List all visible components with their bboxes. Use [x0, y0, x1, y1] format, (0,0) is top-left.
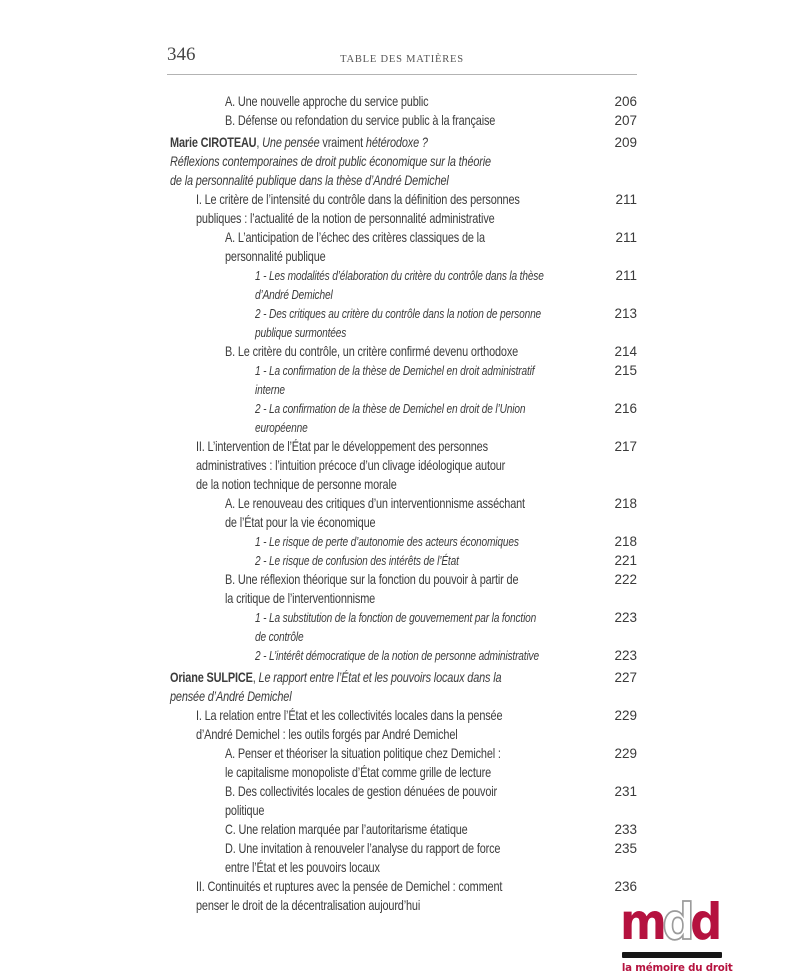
- logo-tagline: la mémoire du droit: [621, 961, 733, 974]
- toc-entry-text: A. Une nouvelle approche du service public: [225, 93, 429, 109]
- toc-entry-page: [595, 687, 637, 706]
- toc-row: [0, 858, 637, 877]
- toc-entry-page: 207: [614, 113, 637, 128]
- toc-entry-page: 218: [614, 534, 637, 549]
- toc-entry-page: 235: [614, 841, 637, 856]
- toc-entry-page: [595, 247, 637, 266]
- toc-entry-text: entre l’État et les pouvoirs locaux: [225, 859, 380, 875]
- toc-entry-page: 233: [614, 822, 637, 837]
- toc-row: [0, 247, 637, 266]
- toc-row: [0, 839, 637, 858]
- toc-entry-text: de contrôle: [255, 629, 304, 644]
- toc-row: [0, 111, 637, 130]
- toc-entry-text: d’André Demichel: [255, 287, 333, 302]
- logo-bar: [622, 952, 722, 958]
- toc-entry-page: [595, 171, 637, 190]
- toc-entry-page: [595, 456, 637, 475]
- toc-entry-page: [595, 763, 637, 782]
- toc-row: [0, 668, 637, 687]
- toc-entry-page: [595, 858, 637, 877]
- toc-row: [0, 361, 637, 380]
- toc-row: [0, 706, 637, 725]
- toc-entry-page: 229: [614, 708, 637, 723]
- toc-row: [0, 646, 637, 665]
- toc-entry-page: 215: [614, 363, 637, 378]
- toc-entry-text: 1 - Le risque de perte d’autonomie des acteurs économiques: [255, 534, 519, 549]
- publisher-logo: [620, 893, 733, 974]
- logo-letter-d-outline: d: [662, 893, 691, 951]
- toc-row: [0, 725, 637, 744]
- toc-entry-page: [595, 475, 637, 494]
- toc-entry-page: 206: [614, 94, 637, 109]
- toc-entry-page: [595, 513, 637, 532]
- toc-entry-page: [595, 323, 637, 342]
- toc-entry-page: 214: [614, 344, 637, 359]
- toc-entry-text: de l’État pour la vie économique: [225, 514, 376, 530]
- toc-row: [0, 285, 637, 304]
- toc-row: [0, 152, 637, 171]
- toc-entry-text: 2 - L’intérêt démocratique de la notion de personne administrative: [255, 648, 539, 663]
- toc-entry-page: 211: [615, 268, 637, 283]
- toc-entry-text: I. La relation entre l’État et les collectivités locales dans la pensée: [196, 707, 503, 723]
- toc-entry-text: I. Le critère de l’intensité du contrôle dans la définition des personnes: [196, 191, 520, 207]
- toc-entry-text: publiques : l’actualité de la notion de personnalité administrative: [196, 210, 495, 226]
- toc-entry-page: 236: [614, 879, 637, 894]
- toc-entry-text: publique surmontées: [255, 325, 347, 340]
- toc-row: [0, 380, 637, 399]
- toc-row: [0, 608, 637, 627]
- toc-entry-text: 1 - La confirmation de la thèse de Demichel en droit administratif: [255, 363, 535, 378]
- toc-entry-text: A. Penser et théoriser la situation politique chez Demichel :: [225, 745, 501, 761]
- toc-row: [0, 190, 637, 209]
- toc-row: [0, 494, 637, 513]
- logo-letter-m: m: [620, 893, 663, 951]
- toc-entry-text: B. Défense ou refondation du service public à la française: [225, 112, 496, 128]
- page-number-folio: 346: [167, 44, 196, 65]
- toc-entry-text: C. Une relation marquée par l’autoritarisme étatique: [225, 821, 468, 837]
- toc-entry-page: 217: [614, 439, 637, 454]
- toc-entry-text: A. Le renouveau des critiques d’un interventionnisme asséchant: [225, 495, 525, 511]
- toc-row: [0, 437, 637, 456]
- toc-row: [0, 209, 637, 228]
- toc-entry-page: [595, 801, 637, 820]
- toc-entry-page: 216: [614, 401, 637, 416]
- toc-row: [0, 399, 637, 418]
- toc-entry-page: [595, 627, 637, 646]
- toc-row: [0, 551, 637, 570]
- toc-entry-page: [595, 725, 637, 744]
- toc-entry-text: européenne: [255, 420, 308, 435]
- toc-entry-page: 211: [615, 230, 637, 245]
- toc-entry-page: [595, 209, 637, 228]
- toc-entry-page: 211: [615, 192, 637, 207]
- header-rule: [167, 74, 637, 75]
- toc-row: [0, 475, 637, 494]
- toc-entry-text: d’André Demichel : les outils forgés par André Demichel: [196, 726, 458, 742]
- toc-row: [0, 570, 637, 589]
- toc-entry-text: interne: [255, 382, 285, 397]
- toc-entry-page: 227: [614, 670, 637, 685]
- toc-entry-page: [595, 418, 637, 437]
- toc-entry-text: II. Continuités et ruptures avec la pensée de Demichel : comment: [196, 878, 503, 894]
- publisher-logo-wordmark: [620, 893, 718, 951]
- toc-row: [0, 627, 637, 646]
- toc-row: [0, 92, 637, 111]
- toc-entry-text: 1 - La substitution de la fonction de gouvernement par la fonction: [255, 610, 537, 625]
- running-header-title: TABLE DES MATIÈRES: [340, 54, 464, 65]
- toc-list: [0, 92, 637, 915]
- toc-row: [0, 763, 637, 782]
- toc-entry-page: 221: [614, 553, 637, 568]
- toc-entry-text: la critique de l’interventionnisme: [225, 590, 376, 606]
- toc-entry-page: 223: [614, 648, 637, 663]
- toc-entry-text: administratives : l’intuition précoce d’un clivage idéologique autour: [196, 457, 506, 473]
- toc-row: [0, 133, 637, 152]
- toc-entry-page: 213: [614, 306, 637, 321]
- toc-entry-page: [595, 380, 637, 399]
- toc-row: [0, 342, 637, 361]
- toc-entry-text: A. L’anticipation de l’échec des critères classiques de la: [225, 229, 485, 245]
- toc-row: [0, 782, 637, 801]
- toc-entry-text: de la personnalité publique dans la thèse d’André Demichel: [170, 172, 449, 188]
- toc-entry-text: politique: [225, 802, 265, 818]
- toc-entry-text: 1 - Les modalités d’élaboration du critère du contrôle dans la thèse: [255, 268, 544, 283]
- toc-entry-text: 2 - Le risque de confusion des intérêts de l’État: [255, 553, 459, 568]
- toc-entry-page: 231: [614, 784, 637, 799]
- toc-entry-text: B. Une réflexion théorique sur la fonction du pouvoir à partir de: [225, 571, 519, 587]
- toc-entry-text: penser le droit de la décentralisation aujourd’hui: [196, 897, 421, 913]
- toc-row: [0, 896, 637, 915]
- toc-row: [0, 744, 637, 763]
- toc-entry-page: [595, 152, 637, 171]
- toc-row: [0, 877, 637, 896]
- toc-row: [0, 687, 637, 706]
- toc-entry-page: 209: [614, 135, 637, 150]
- toc-entry-text: de la notion technique de personne morale: [196, 476, 397, 492]
- toc-entry-text: B. Des collectivités locales de gestion dénuées de pouvoir: [225, 783, 498, 799]
- toc-row: [0, 266, 637, 285]
- toc-entry-text: le capitalisme monopoliste d’État comme grille de lecture: [225, 764, 492, 780]
- toc-entry-text: personnalité publique: [225, 248, 326, 264]
- toc-row: [0, 304, 637, 323]
- toc-entry-text: II. L’intervention de l’État par le développement des personnes: [196, 438, 488, 454]
- toc-entry-text: pensée d’André Demichel: [170, 688, 292, 704]
- toc-row: [0, 228, 637, 247]
- toc-row: [0, 532, 637, 551]
- toc-row: [0, 418, 637, 437]
- toc-entry-page: 222: [614, 572, 637, 587]
- toc-row: [0, 513, 637, 532]
- toc-entry-page: [595, 285, 637, 304]
- toc-entry-text: 2 - La confirmation de la thèse de Demichel en droit de l’Union: [255, 401, 526, 416]
- logo-letter-d: d: [690, 893, 718, 951]
- toc-entry-text: Oriane SULPICE, Le rapport entre l’État et les pouvoirs locaux dans la: [170, 669, 502, 685]
- toc-row: [0, 171, 637, 190]
- toc-row: [0, 456, 637, 475]
- toc-row: [0, 801, 637, 820]
- toc-entry-page: 218: [614, 496, 637, 511]
- toc-entry-page: [595, 589, 637, 608]
- toc-row: [0, 323, 637, 342]
- toc-entry-page: 223: [614, 610, 637, 625]
- toc-entry-text: 2 - Des critiques au critère du contrôle dans la notion de personne: [255, 306, 542, 321]
- toc-entry-text: Marie CIROTEAU, Une pensée vraiment hétérodoxe ?: [170, 134, 428, 150]
- toc-row: [0, 820, 637, 839]
- toc-entry-text: D. Une invitation à renouveler l’analyse du rapport de force: [225, 840, 501, 856]
- toc-entry-text: B. Le critère du contrôle, un critère confirmé devenu orthodoxe: [225, 343, 519, 359]
- toc-row: [0, 589, 637, 608]
- toc-entry-text: Réflexions contemporaines de droit public économique sur la théorie: [170, 153, 491, 169]
- toc-entry-page: 229: [614, 746, 637, 761]
